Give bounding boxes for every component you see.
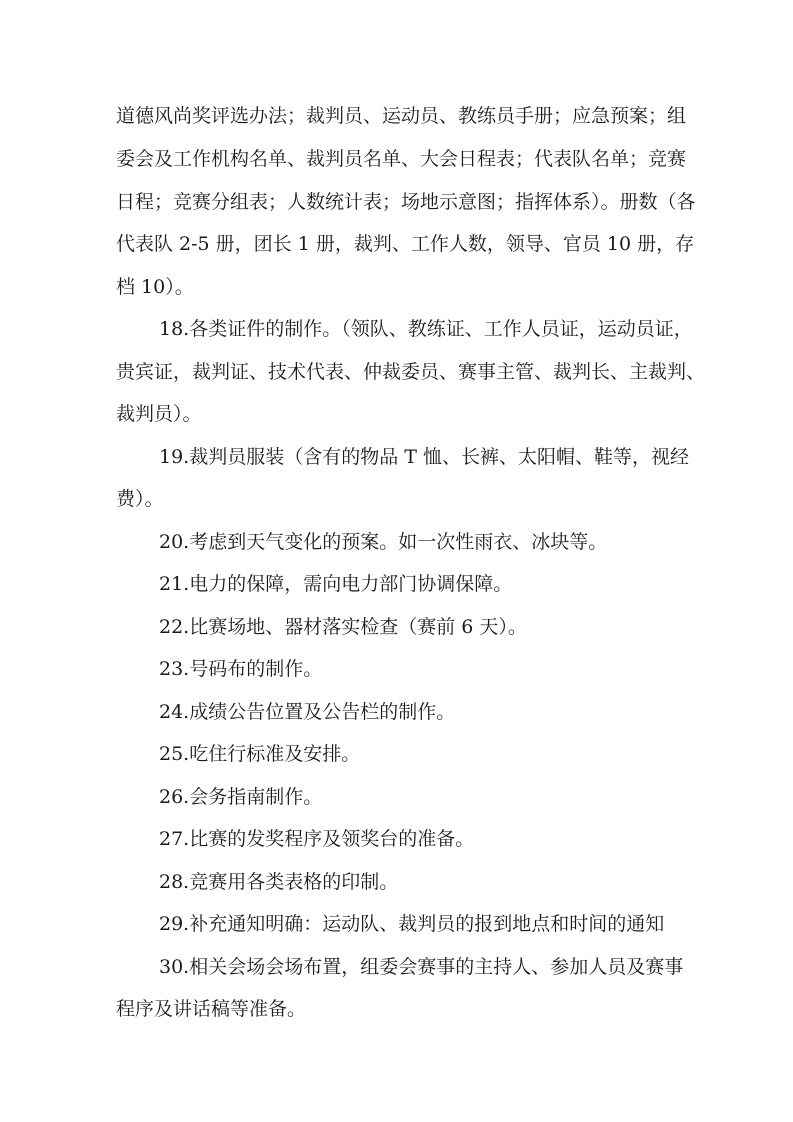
text-line: 委会及工作机构名单、裁判员名单、大会日程表；代表队名单；竞赛 bbox=[116, 148, 687, 170]
list-item-27: 27.比赛的发奖程序及领奖台的准备。 bbox=[159, 828, 475, 850]
list-item-28: 28.竞赛用各类表格的印制。 bbox=[159, 871, 399, 893]
list-item-18: 18.各类证件的制作。（领队、教练证、工作人员证，运动员证， bbox=[159, 318, 693, 340]
text-line: 程序及讲话稿等准备。 bbox=[116, 998, 307, 1020]
list-item-23: 23.号码布的制作。 bbox=[159, 658, 323, 680]
text-line: 费）。 bbox=[116, 488, 164, 510]
list-item-25: 25.吃住行标准及安排。 bbox=[159, 743, 361, 765]
list-item-29: 29.补充通知明确：运动队、裁判员的报到地点和时间的通知 bbox=[159, 913, 665, 935]
list-item-30: 30.相关会场会场布置，组委会赛事的主持人、参加人员及赛事 bbox=[159, 956, 684, 978]
list-item-26: 26.会务指南制作。 bbox=[159, 786, 323, 808]
text-line: 道德风尚奖评选办法；裁判员、运动员、教练员手册；应急预案；组 bbox=[116, 105, 687, 127]
list-item-19: 19.裁判员服装（含有的物品 T 恤、长裤、太阳帽、鞋等，视经 bbox=[159, 446, 689, 468]
text-line: 代表队 2-5 册，团长 1 册，裁判、工作人数，领导、官员 10 册，存 bbox=[116, 233, 695, 255]
text-line: 日程；竞赛分组表；人数统计表；场地示意图；指挥体系）。册数（各 bbox=[116, 191, 696, 213]
list-item-24: 24.成绩公告位置及公告栏的制作。 bbox=[159, 701, 456, 723]
list-item-21: 21.电力的保障，需向电力部门协调保障。 bbox=[159, 573, 513, 595]
list-item-22: 22.比赛场地、器材落实检查（赛前 6 天）。 bbox=[159, 616, 527, 638]
text-line: 贵宾证，裁判证、技术代表、仲裁委员、赛事主管、裁判长、主裁判、 bbox=[116, 361, 706, 383]
text-line: 档 10）。 bbox=[116, 276, 194, 298]
text-line: 裁判员）。 bbox=[116, 403, 202, 425]
list-item-20: 20.考虑到天气变化的预案。如一次性雨衣、冰块等。 bbox=[159, 531, 608, 553]
